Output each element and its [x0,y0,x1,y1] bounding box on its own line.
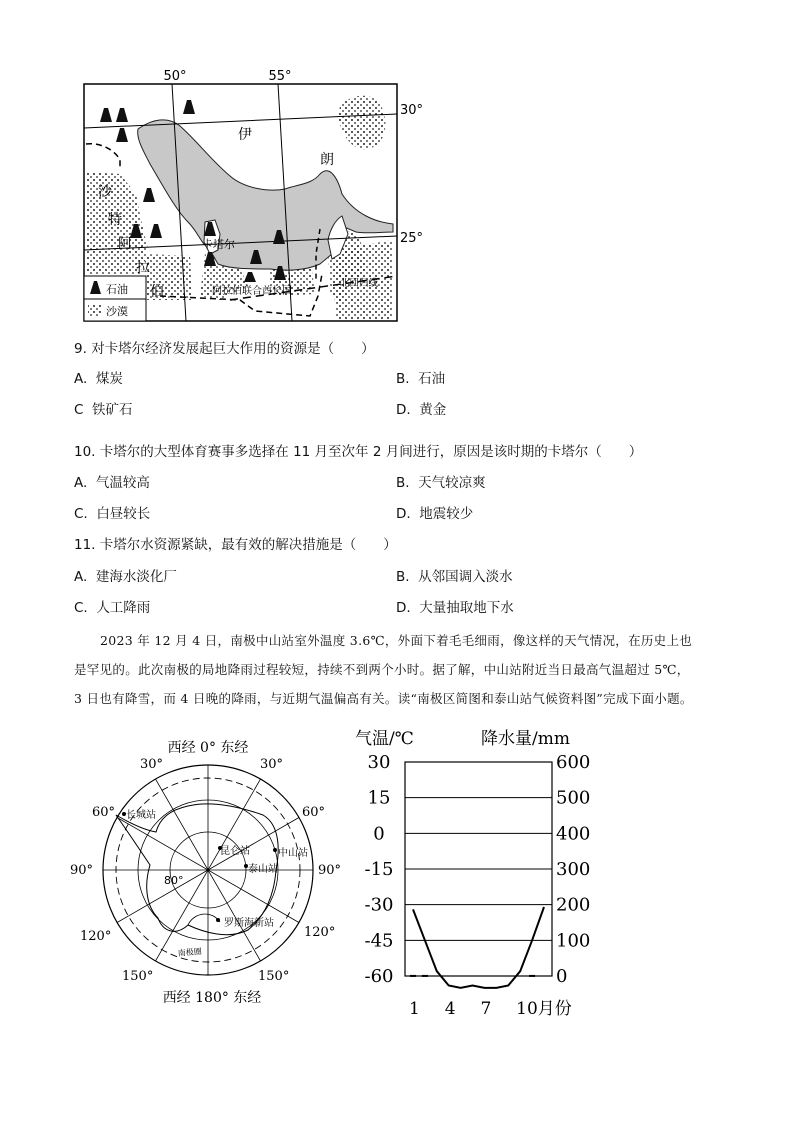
chart-x-tick-label: 7 [480,999,492,1019]
kunlun-station-label: 昆仑站 [220,846,250,857]
chart-left-tick-label: 15 [367,787,391,809]
lon-label-sw150: 150° [122,969,154,984]
question-9-number: 9. [74,341,87,357]
q11-option-a[interactable]: A. 建海水淡化厂 [74,569,177,585]
q9-option-c[interactable]: C 铁矿石 [74,402,133,418]
q9-option-b[interactable]: B. 石油 [396,371,446,387]
lon-label-e120: 120° [304,925,336,940]
uae-label: 阿拉伯联合酋长国 [212,286,292,297]
passage-line-2: 是罕见的。此次南极的局地降雨过程较短，持续不到两个小时。据了解，中山站附近当日最高气温超过 5℃， [74,662,690,677]
chart-x-tick-label: 10月份 [516,999,572,1019]
ross-ice-shelf [188,914,220,925]
q10-option-b[interactable]: B. 天气较凉爽 [396,475,486,491]
chart-left-tick-label: -45 [364,930,394,952]
saudi-label-4: 拉 [136,260,150,276]
lon-label-50: 50° [163,69,187,84]
chart-ylabel-right: 降水量/mm [481,729,570,749]
chart-right-tick-label: 400 [556,823,591,845]
chart-right-tick-label: 600 [556,752,591,773]
antarctic-circle-label: 南极圈 [177,946,203,958]
q9-option-a[interactable]: A. 煤炭 [74,371,123,387]
question-11-number: 11. [74,537,96,553]
question-11-text: 卡塔尔水资源紧缺，最有效的解决措施是（ ） [99,537,397,553]
polar-top-label: 西经 0° 东经 [167,740,249,756]
chart-right-tick-label: 300 [556,859,591,880]
saudi-label-3: 阿 [118,236,132,252]
saudi-label-1: 沙 [98,184,112,200]
zhongshan-station-label: 中山站 [278,848,308,859]
question-11 [74,536,397,554]
map-legend [84,276,146,321]
question-9-text: 对卡塔尔经济发展起巨大作用的资源是（ ） [91,341,375,357]
chart-right-tick-label: 200 [556,894,591,916]
lon-label-ne30: 30° [260,757,284,772]
oil-legend-label: 石油 [106,283,128,296]
ross-station-dot [216,918,220,922]
zhongshan-station-dot [273,848,277,852]
ross-station-label: 罗斯海新站 [224,918,274,929]
chart-right-ticks [556,752,590,987]
lon-label-e60: 60° [302,805,326,820]
q9-option-d[interactable]: D. 黄金 [396,402,447,418]
chart-x-ticks [409,999,572,1019]
saudi-label-2: 特 [108,212,122,228]
antarctic-passage [74,626,724,713]
chart-left-ticks [365,752,394,987]
taishan-climate-chart [345,722,595,1022]
saudi-label-5: 伯 [150,284,164,300]
q10-option-d[interactable]: D. 地震较少 [396,506,474,522]
q10-option-c[interactable]: C. 白昼较长 [74,506,151,522]
polar-bottom-label: 西经 180° 东经 [162,990,262,1006]
taishan-station-label: 泰山站 [248,864,278,875]
lon-label-e90: 90° [318,863,342,878]
chart-x-tick-label: 1 [409,999,420,1019]
q11-option-b[interactable]: B. 从邻国调入淡水 [396,569,513,585]
lon-label-w120: 120° [80,929,112,944]
chart-left-tick-label: -60 [364,966,394,987]
q11-option-c[interactable]: C. 人工降雨 [74,600,151,616]
great-wall-station-label: 长城站 [126,810,156,821]
chart-precip-bar [410,975,416,977]
q11-option-d[interactable]: D. 大量抽取地下水 [396,600,514,616]
lon-label-w60: 60° [92,805,116,820]
chart-ylabel-left: 气温/℃ [355,729,414,749]
desert-legend-icon [88,304,102,316]
question-10-number: 10. [74,444,96,460]
passage-line-3: 3 日也有降雪，而 4 日晚的降雨，与近期气温偏高有关。读“南极区简图和泰山站气候资料图”完成下面小题。 [74,691,693,706]
lon-label-nw30: 30° [140,757,164,772]
chart-left-tick-label: -15 [364,859,394,880]
lon-label-55: 55° [268,69,292,84]
lat-80-label: 80° [164,874,184,887]
qatar-region-map [80,64,425,324]
chart-precip-bar [422,975,428,977]
chart-x-tick-label: 4 [444,999,456,1019]
passage-line-1: 2023 年 12 月 4 日，南极中山站室外温度 3.6℃，外面下着毛毛细雨，像这样的天气情况，在历史上也 [100,633,693,648]
lat-label-25: 25° [400,231,424,246]
lon-label-se150: 150° [258,969,290,984]
chart-right-tick-label: 0 [556,966,568,987]
chart-left-tick-label: 30 [367,752,391,773]
question-10-text: 卡塔尔的大型体育赛事多选择在 11 月至次年 2 月间进行，原因是该时期的卡塔尔（ ） [99,444,643,460]
chart-right-tick-label: 100 [556,930,591,952]
lon-label-w90: 90° [70,863,94,878]
antarctic-polar-map [60,730,360,1015]
iran-label-1: 伊 [238,127,252,143]
chart-right-tick-label: 500 [556,787,591,809]
question-9 [74,340,375,358]
lat-label-30: 30° [400,103,424,118]
q10-option-a[interactable]: A. 气温较高 [74,475,150,491]
iran-label-2: 朗 [320,152,334,168]
question-10 [74,443,642,461]
chart-left-tick-label: -30 [364,894,394,916]
chart-left-tick-label: 0 [373,823,385,845]
chart-precip-bar [529,975,535,977]
tropic-label: 北回归线 [340,278,379,289]
qatar-label: 卡塔尔 [202,238,235,251]
desert-legend-label: 沙漠 [106,305,128,318]
